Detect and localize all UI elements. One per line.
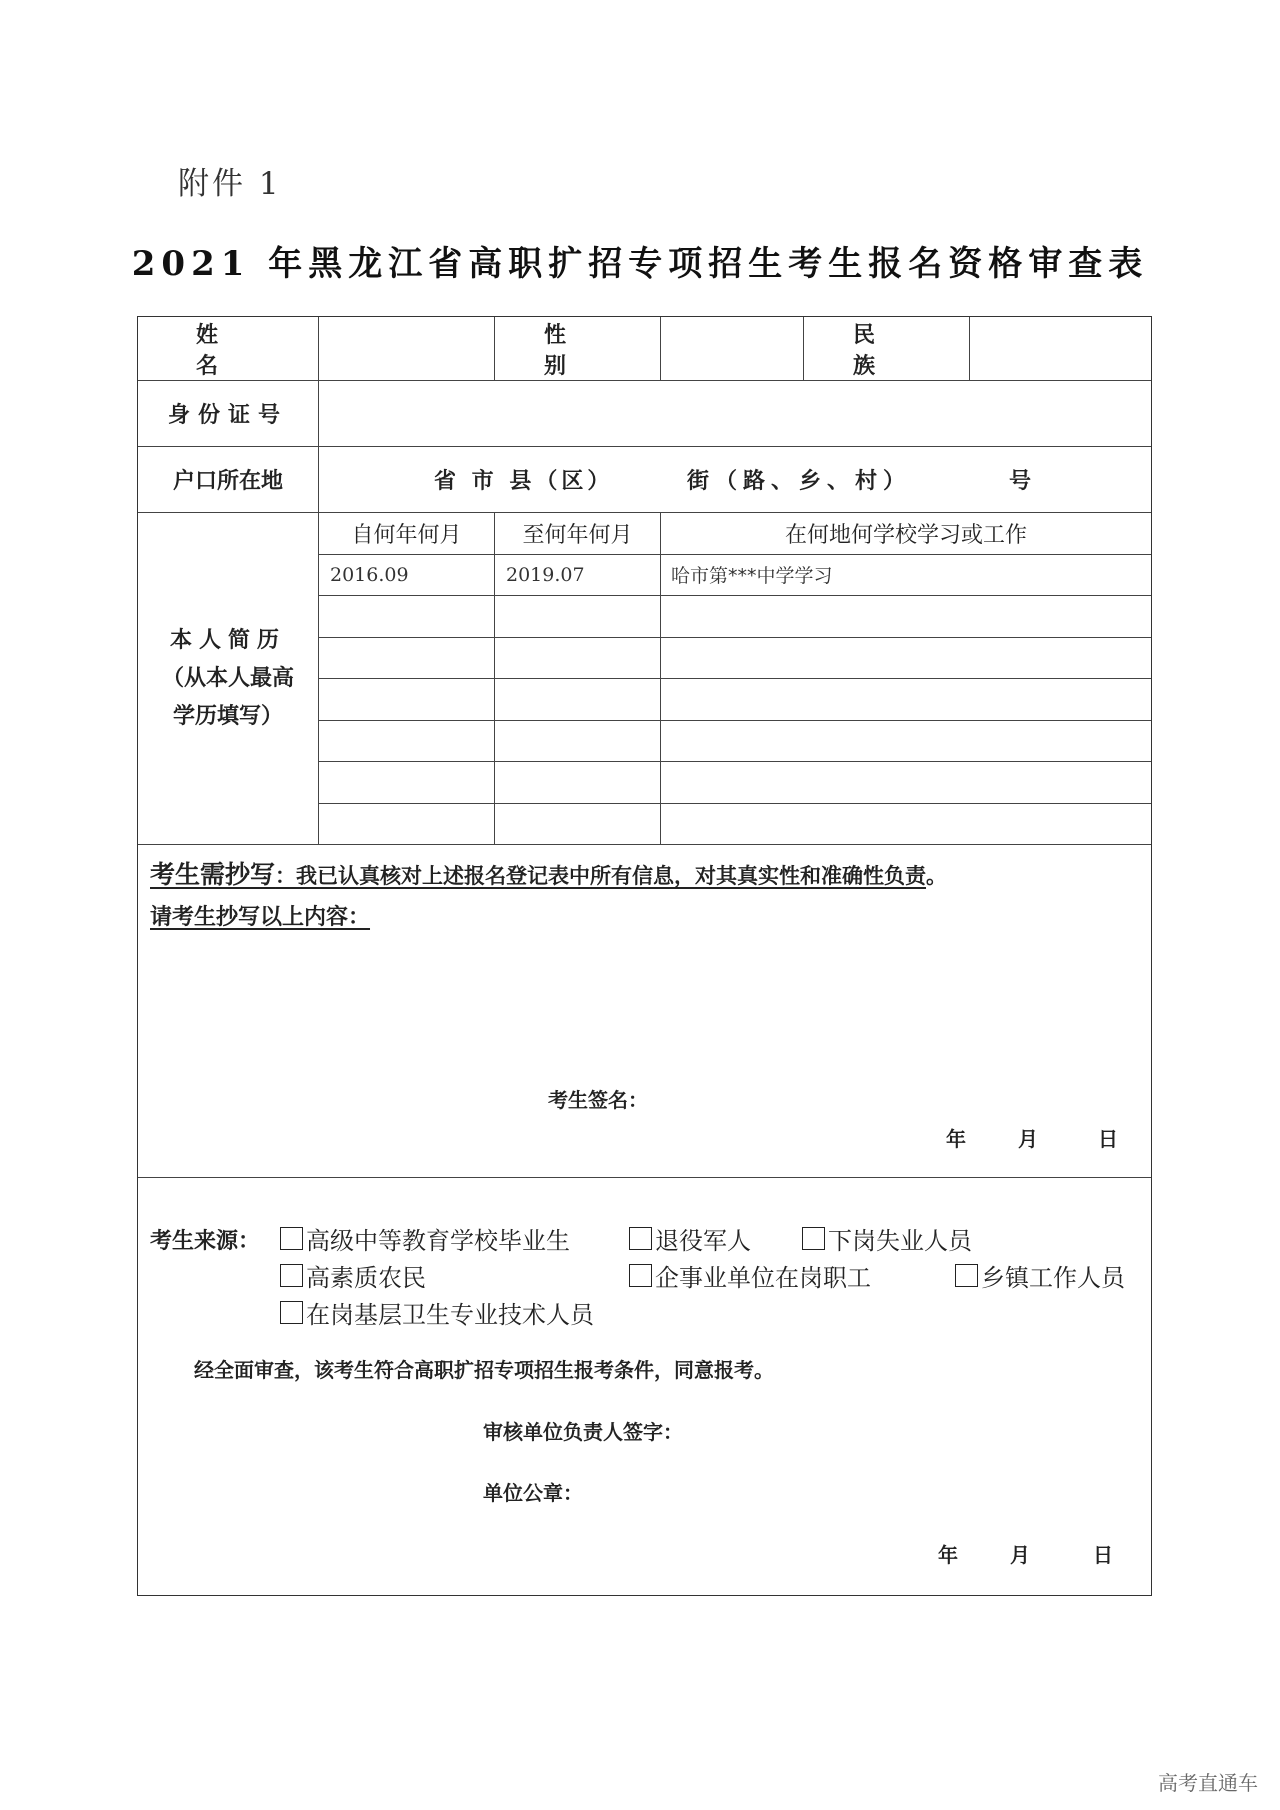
watermark: 高考直通车 xyxy=(1158,1771,1258,1795)
ethnicity-label: 民族 xyxy=(853,322,926,379)
checkbox-label: 乡镇工作人员 xyxy=(981,1264,1125,1292)
divider xyxy=(318,637,1151,638)
name-field[interactable] xyxy=(319,317,494,380)
checkbox-label: 下岗失业人员 xyxy=(828,1227,972,1255)
source-option-unemployed[interactable] xyxy=(802,1221,972,1256)
unit-seal-label: 单位公章： xyxy=(483,1481,583,1505)
household-label: 户口所在地 xyxy=(172,468,283,494)
reviewer-signature-label: 审核单位负责人签字： xyxy=(483,1420,683,1444)
gender-label: 性别 xyxy=(544,322,617,379)
household-address-field[interactable] xyxy=(319,446,1151,512)
resume-label xyxy=(138,513,318,844)
divider xyxy=(318,803,1151,804)
gender-field[interactable] xyxy=(661,317,803,380)
declaration-line xyxy=(150,855,947,891)
attachment-label: 附件 1 xyxy=(178,166,282,202)
id-number-label: 身份证号 xyxy=(167,402,288,428)
resume-cell-from[interactable]: 2016.09 xyxy=(330,563,409,586)
source-option-farmer[interactable] xyxy=(280,1258,426,1293)
source-label: 考生来源： xyxy=(150,1229,261,1254)
source-option-employee[interactable] xyxy=(629,1258,871,1293)
resume-header-to: 至何年何月 xyxy=(522,523,633,548)
date-day: 日 xyxy=(1098,1127,1118,1151)
declaration-label: 考生需抄写 xyxy=(150,860,276,889)
review-statement: 经全面审查，该考生符合高职扩招专项招生报考条件，同意报考。 xyxy=(194,1358,774,1382)
source-option-veteran[interactable] xyxy=(629,1221,751,1256)
resume-label-line: （从本人最高 xyxy=(161,665,294,691)
checkbox[interactable] xyxy=(280,1301,303,1324)
divider xyxy=(660,512,661,844)
checkbox-label: 退役军人 xyxy=(655,1227,751,1255)
declaration-end: 。 xyxy=(926,864,948,888)
registration-form xyxy=(137,316,1152,1596)
resume-cell-to[interactable]: 2019.07 xyxy=(506,563,585,586)
review-date-day: 日 xyxy=(1093,1543,1113,1567)
divider xyxy=(138,1177,1151,1178)
source-option-township-staff[interactable] xyxy=(955,1258,1125,1293)
resume-label-line: 本人简历 xyxy=(169,627,286,653)
source-option-health-worker[interactable] xyxy=(280,1295,594,1330)
page-title: 2021 年黑龙江省高职扩招专项招生考生报名资格审查表 xyxy=(131,244,1149,284)
divider xyxy=(318,761,1151,762)
checkbox-label: 高级中等教育学校毕业生 xyxy=(306,1227,570,1255)
divider xyxy=(318,678,1151,679)
resume-cell-place[interactable]: 哈市第***中学学习 xyxy=(671,565,833,587)
address-number: 号 xyxy=(1009,468,1032,494)
id-number-field[interactable] xyxy=(319,380,1151,446)
checkbox[interactable] xyxy=(802,1227,825,1250)
source-option-graduate[interactable] xyxy=(280,1221,570,1256)
resume-header-from: 自何年何月 xyxy=(351,523,462,548)
name-label: 姓名 xyxy=(196,322,277,379)
ethnicity-field[interactable] xyxy=(970,317,1151,380)
date-year: 年 xyxy=(946,1127,966,1151)
declaration-text: ：我已认真核对上述报名登记表中所有信息，对其真实性和准确性负责 xyxy=(275,864,927,888)
checkbox[interactable] xyxy=(280,1264,303,1287)
review-date-year: 年 xyxy=(938,1543,958,1567)
checkbox[interactable] xyxy=(955,1264,978,1287)
address-street: 街（路、乡、村） xyxy=(687,468,912,494)
checkbox-label: 高素质农民 xyxy=(306,1264,426,1292)
checkbox[interactable] xyxy=(629,1227,652,1250)
divider xyxy=(318,720,1151,721)
checkbox[interactable] xyxy=(629,1264,652,1287)
resume-header-place: 在何地何学校学习或工作 xyxy=(784,523,1027,548)
candidate-signature-label: 考生签名： xyxy=(548,1088,648,1112)
divider xyxy=(318,595,1151,596)
date-month: 月 xyxy=(1018,1127,1038,1151)
copy-prompt: 请考生抄写以上内容： xyxy=(150,905,371,930)
checkbox-label: 企事业单位在岗职工 xyxy=(655,1264,871,1292)
address-province-city-county: 省 市 县（区） xyxy=(434,468,614,494)
checkbox-label: 在岗基层卫生专业技术人员 xyxy=(306,1301,594,1329)
divider xyxy=(138,844,1151,845)
review-date-month: 月 xyxy=(1010,1543,1030,1567)
checkbox[interactable] xyxy=(280,1227,303,1250)
resume-label-line: 学历填写） xyxy=(172,703,283,729)
divider xyxy=(494,512,495,844)
